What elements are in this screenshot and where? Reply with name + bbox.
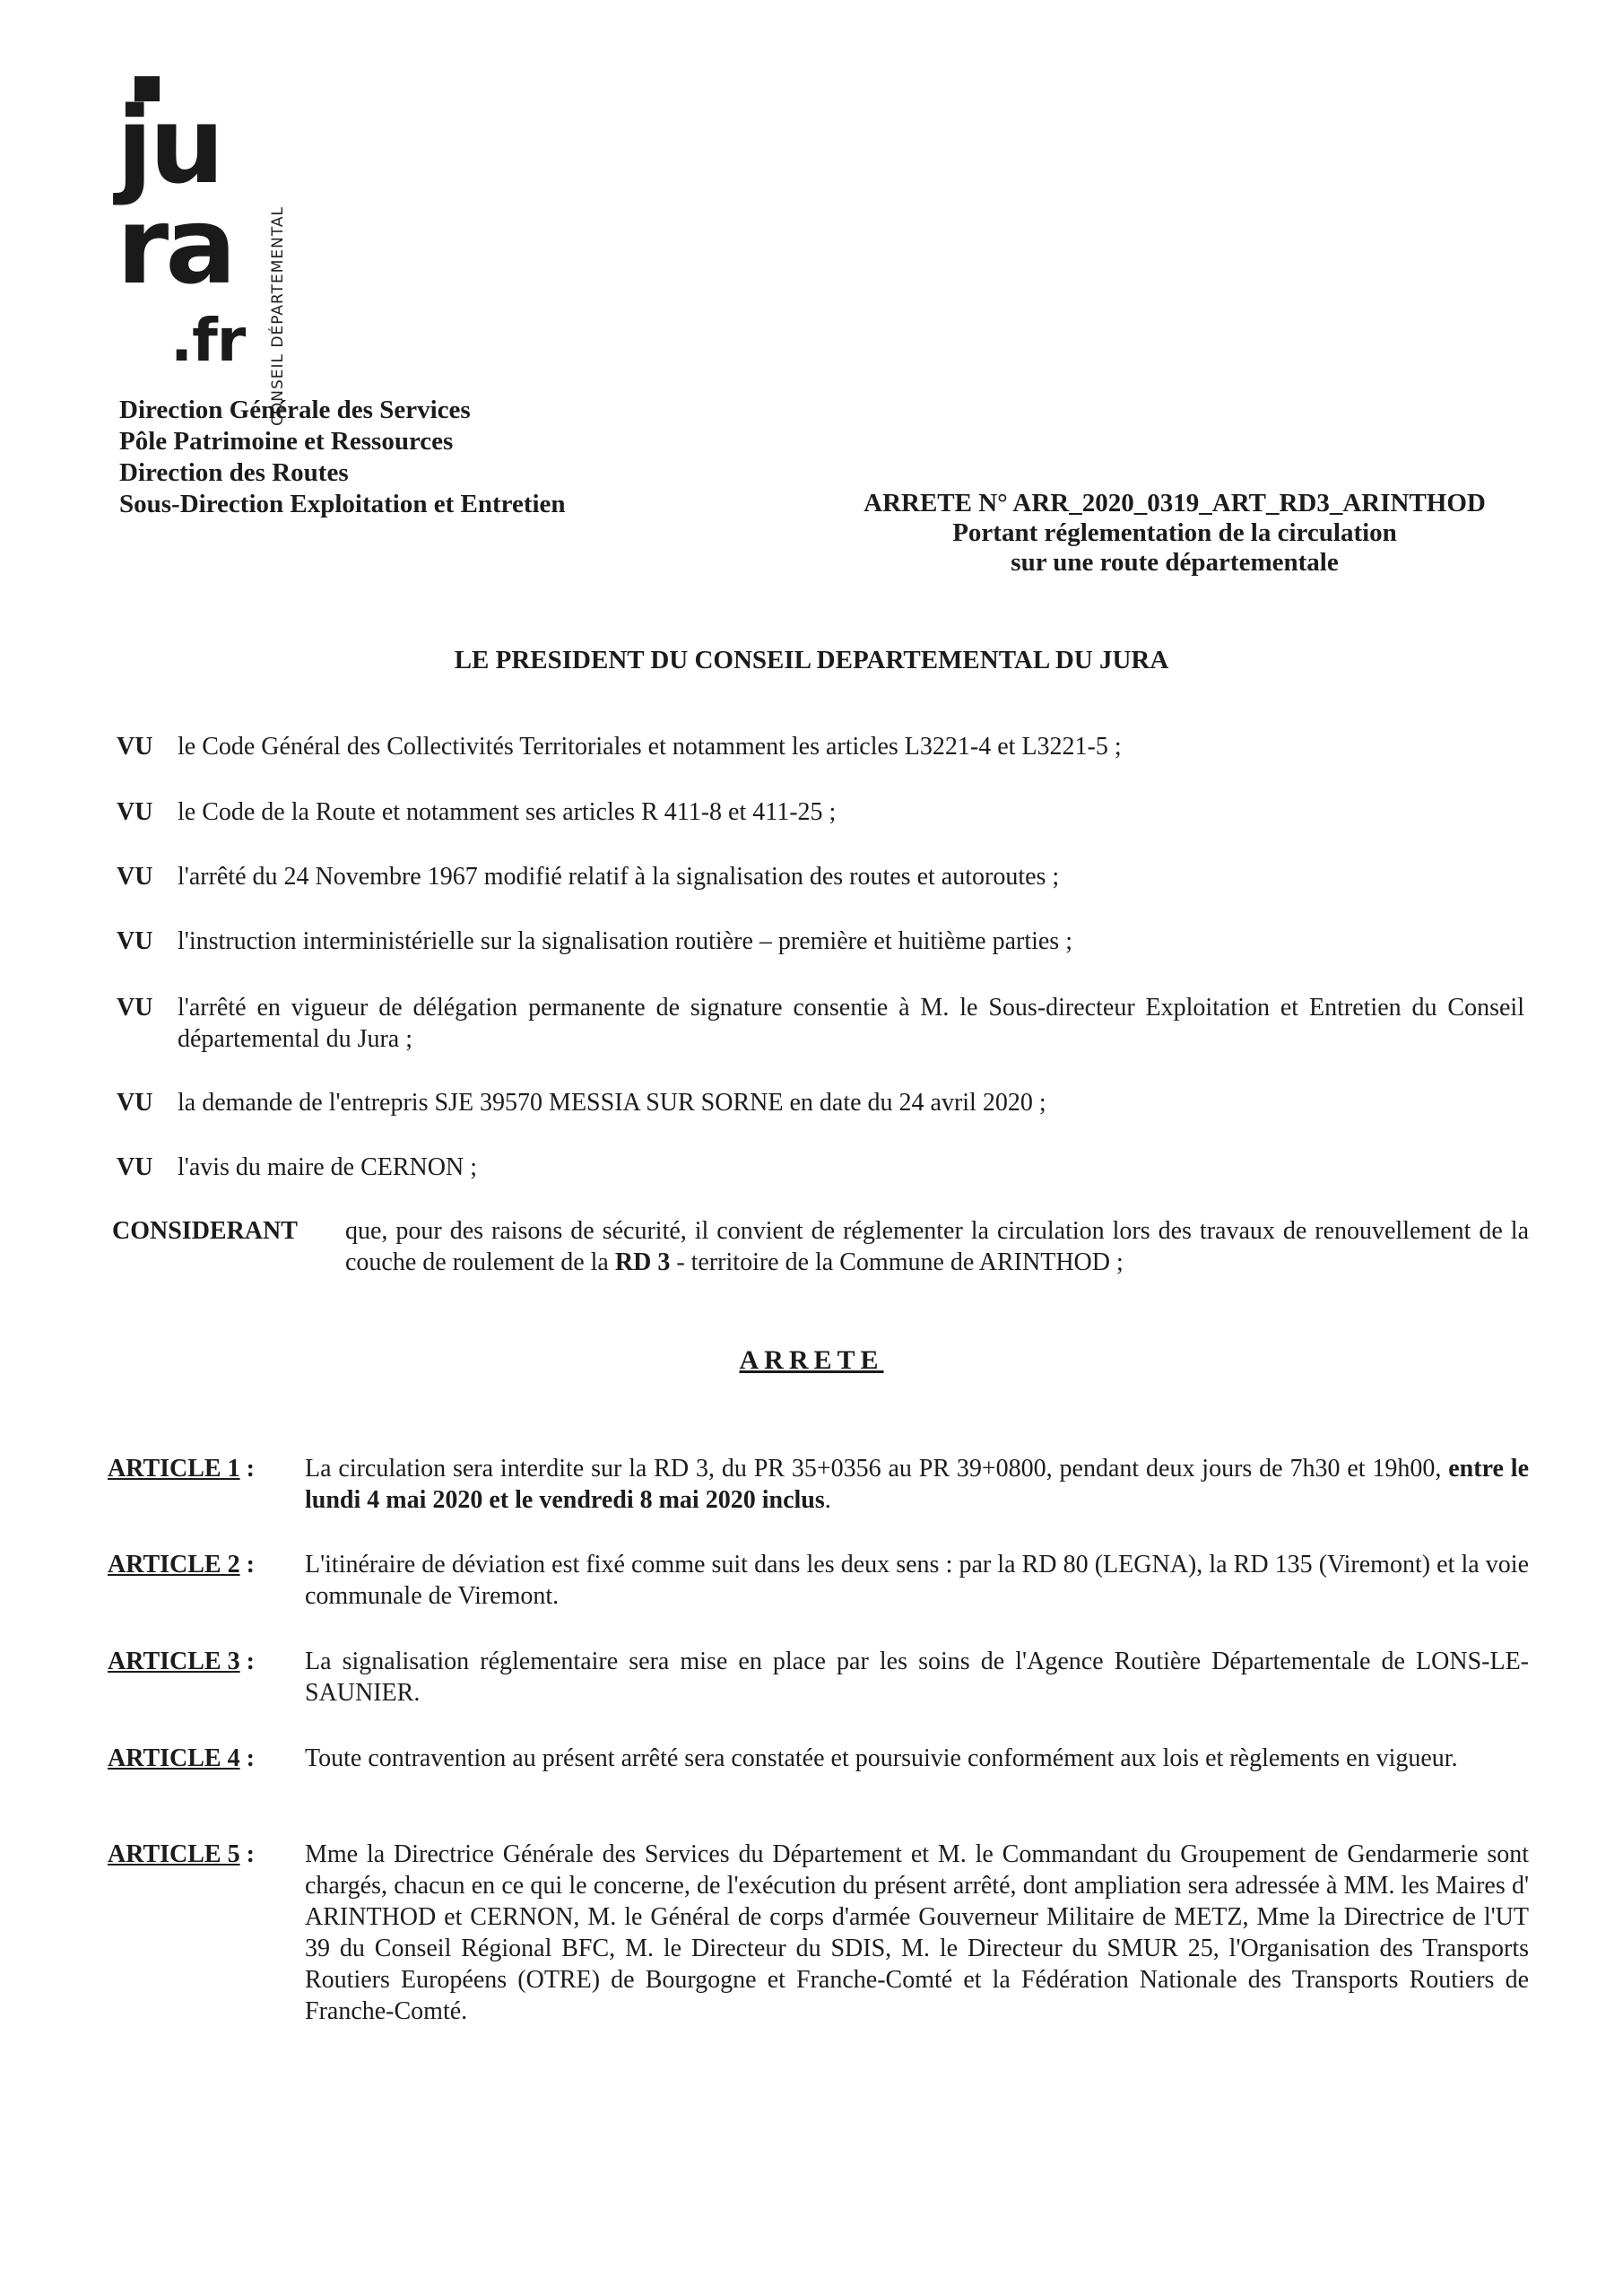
vu-text: l'avis du maire de CERNON ; [178,1153,477,1181]
vu-text: la demande de l'entrepris SJE 39570 MESSIA SUR SORNE en date du 24 avril 2020 ; [178,1089,1046,1117]
logo-ra: ra [117,184,233,308]
vu-label: VU [117,927,153,955]
vu-label: VU [117,1089,153,1117]
arrete-subject-2: sur une route départementale [1011,548,1339,577]
vu-label: VU [117,798,153,826]
vu-item [117,796,1524,828]
arrete-title: ARRETE [739,1345,884,1375]
logo-vertical-text: CONSEIL DÉPARTEMENTAL [269,205,287,426]
vu-item [117,861,1524,892]
arrete-header [771,489,1578,578]
vu-item [117,731,1524,762]
vu-text: l'instruction interministérielle sur la signalisation routière – première et huitième parties ; [178,927,1072,955]
service-line: Pôle Patrimoine et Ressources [119,427,454,456]
article-1 [108,1453,1529,1516]
vu-text: l'arrêté en vigueur de délégation permanente de signature consentie à M. le Sous-directeur Exploitation et Entretien du Conseil départemental du Jura ; [178,994,1524,1053]
article-text: Toute contravention au présent arrêté sera constatée et poursuivie conformément aux lois et règlements en vigueur. [305,1744,1458,1772]
article-text: La circulation sera interdite sur la RD 3, du PR 35+0356 au PR 39+0800, pendant deux jours de 7h30 et 19h00, entre le lundi 4 mai 2020 et le vendredi 8 mai 2020 inclus. [305,1455,1529,1514]
article-label: ARTICLE 3 : [108,1648,255,1675]
president-heading: LE PRESIDENT DU CONSEIL DEPARTEMENTAL DU JURA [454,646,1169,674]
vu-label: VU [117,863,153,891]
article-5 [108,1839,1529,2027]
article-label: ARTICLE 2 : [108,1551,255,1578]
service-line: Direction des Routes [119,458,349,487]
arrete-number: ARRETE N° ARR_2020_0319_ART_RD3_ARINTHOD [864,489,1486,517]
article-text: L'itinéraire de déviation est fixé comme suit dans les deux sens : par la RD 80 (LEGNA), la RD 135 (Viremont) et la voie communale de Viremont. [305,1551,1529,1610]
vu-label: VU [117,1153,153,1181]
vu-text: le Code Général des Collectivités Territoriales et notamment les articles L3221-4 et L3221-5 ; [178,733,1122,761]
considerant-label: CONSIDERANT [112,1217,298,1245]
article-label: ARTICLE 5 : [108,1840,255,1868]
vu-text: le Code de la Route et notamment ses articles R 411-8 et 411-25 ; [178,798,837,826]
logo-ju: ju [117,83,221,207]
vu-item [117,1152,1524,1183]
vu-text: l'arrêté du 24 Novembre 1967 modifié relatif à la signalisation des routes et autoroutes ; [178,863,1060,891]
service-line: Sous-Direction Exploitation et Entretien [119,490,566,518]
article-label: ARTICLE 4 : [108,1744,255,1772]
service-line: Direction Générale des Services [119,396,471,424]
arrete-subject-1: Portant réglementation de la circulation [952,518,1397,547]
article-text: La signalisation réglementaire sera mise en place par les soins de l'Agence Routière Départementale de LONS-LE-SAUNIER. [305,1648,1529,1707]
services-block [119,395,566,520]
vu-item [117,1087,1524,1118]
logo-fr: .fr [170,306,246,375]
considerant [112,1215,1529,1278]
vu-item [117,926,1524,957]
article-2 [108,1549,1529,1612]
vu-item [117,992,1524,1055]
vu-label: VU [117,994,153,1022]
article-3 [108,1646,1529,1709]
vu-label: VU [117,733,153,761]
considerant-road: RD 3 [614,1248,671,1276]
article-label: ARTICLE 1 : [108,1455,255,1483]
article-4 [108,1743,1529,1774]
considerant-text: que, pour des raisons de sécurité, il convient de réglementer la circulation lors des travaux de renouvellement de la couche de roulement de la RD 3 - territoire de la Commune de ARINTHOD ; [345,1217,1529,1276]
article-text: Mme la Directrice Générale des Services du Département et M. le Commandant du Groupement de Gendarmerie sont chargés, chacun en ce qui le concerne, de l'exécution du présent arrêté, dont ampliation sera adressée à MM. les Maires d' ARINTHOD et CERNON, M. le Général de corps d'armée Gouverneur Militaire de METZ, Mme la Directrice de l'UT 39 du Conseil Régional BFC, M. le Directeur du SDIS, M. le Directeur du SMUR 25, l'Organisation des Transports Routiers Européens (OTRE) de Bourgogne et Franche-Comté et la Fédération Nationale des Transports Routiers de Franche-Comté. [305,1840,1529,2025]
